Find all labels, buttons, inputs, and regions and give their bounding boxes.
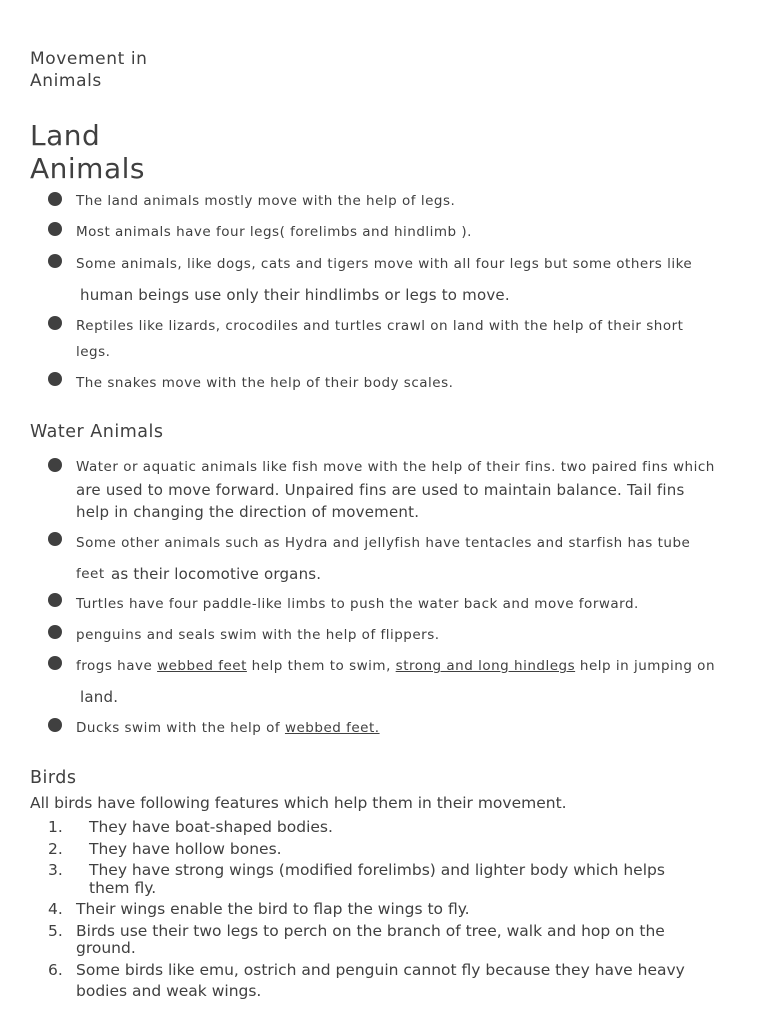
land-item-5: The snakes move with the help of their body scales. — [76, 375, 454, 391]
frogs-text-mid: help them to swim, — [246, 658, 396, 674]
birds-item-4: Their wings enable the bird to flap the wings to fly. — [76, 900, 470, 918]
heading-land-animals: Land Animals — [30, 119, 145, 185]
water-item-1: Water or aquatic animals like fish move with the help of their fins. two paired fins which — [76, 459, 715, 475]
heading-birds: Birds — [30, 768, 77, 788]
water-item-3: Turtles have four paddle-like limbs to push the water back and move forward. — [76, 596, 639, 612]
birds-item-5-cont: ground. — [76, 939, 136, 957]
bullet-dot — [48, 222, 62, 236]
water-item-1-cont-b: help in changing the direction of movement. — [76, 503, 420, 521]
water-item-1-cont-a: are used to move forward. Unpaired fins are used to maintain balance. Tail fins — [76, 481, 685, 499]
birds-item-6-cont: bodies and weak wings. — [76, 982, 262, 1000]
list-number: 4. — [48, 900, 63, 918]
list-number: 1. — [48, 818, 63, 836]
water-item-2-cont-b: as their locomotive organs. — [111, 565, 322, 583]
bullet-dot — [48, 718, 62, 732]
list-number: 6. — [48, 961, 63, 979]
bullet-dot — [48, 625, 62, 639]
bullet-dot — [48, 458, 62, 472]
ducks-webbed-feet-underlined: webbed feet. — [284, 720, 380, 736]
heading-water-animals: Water Animals — [30, 422, 164, 442]
ducks-text: Ducks swim with the help of — [76, 720, 285, 736]
land-item-3-cont: human beings use only their hindlimbs or legs to move. — [80, 286, 510, 304]
land-item-2: Most animals have four legs( forelimbs and hindlimb ). — [76, 224, 472, 240]
list-number: 5. — [48, 922, 63, 940]
frogs-text-post: help in jumping on — [575, 658, 715, 674]
webbed-feet-underlined: webbed feet — [157, 658, 247, 674]
hindlegs-underlined: strong and long hindlegs — [395, 658, 576, 674]
land-item-1: The land animals mostly move with the help of legs. — [76, 193, 456, 209]
water-item-2: Some other animals such as Hydra and jellyfish have tentacles and starfish has tube — [76, 535, 691, 551]
water-item-5 — [76, 658, 715, 674]
bullet-dot — [48, 532, 62, 546]
frogs-text-pre: frogs have — [76, 658, 158, 674]
bullet-dot — [48, 372, 62, 386]
birds-item-5: Birds use their two legs to perch on the branch of tree, walk and hop on the — [76, 922, 665, 940]
water-item-6 — [76, 720, 380, 736]
birds-item-2: They have hollow bones. — [89, 840, 282, 858]
bullet-dot — [48, 192, 62, 206]
water-item-4: penguins and seals swim with the help of flippers. — [76, 627, 440, 643]
land-item-4: Reptiles like lizards, crocodiles and turtles crawl on land with the help of their short — [76, 318, 684, 334]
birds-item-6: Some birds like emu, ostrich and penguin cannot fly because they have heavy — [76, 961, 685, 979]
bullet-dot — [48, 316, 62, 330]
birds-item-3-cont: them fly. — [89, 879, 157, 897]
bullet-dot — [48, 593, 62, 607]
bullet-dot — [48, 254, 62, 268]
document-title: Movement in Animals — [30, 49, 148, 91]
birds-item-1: They have boat-shaped bodies. — [89, 818, 333, 836]
water-item-2-cont-a: feet — [76, 566, 105, 582]
birds-intro: All birds have following features which help them in their movement. — [30, 794, 567, 812]
land-item-4-cont: legs. — [76, 344, 111, 360]
water-item-5-cont: land. — [80, 688, 119, 706]
bullet-dot — [48, 656, 62, 670]
land-item-3: Some animals, like dogs, cats and tigers move with all four legs but some others like — [76, 256, 693, 272]
list-number: 2. — [48, 840, 63, 858]
list-number: 3. — [48, 861, 63, 879]
birds-item-3: They have strong wings (modified forelimbs) and lighter body which helps — [89, 861, 665, 879]
